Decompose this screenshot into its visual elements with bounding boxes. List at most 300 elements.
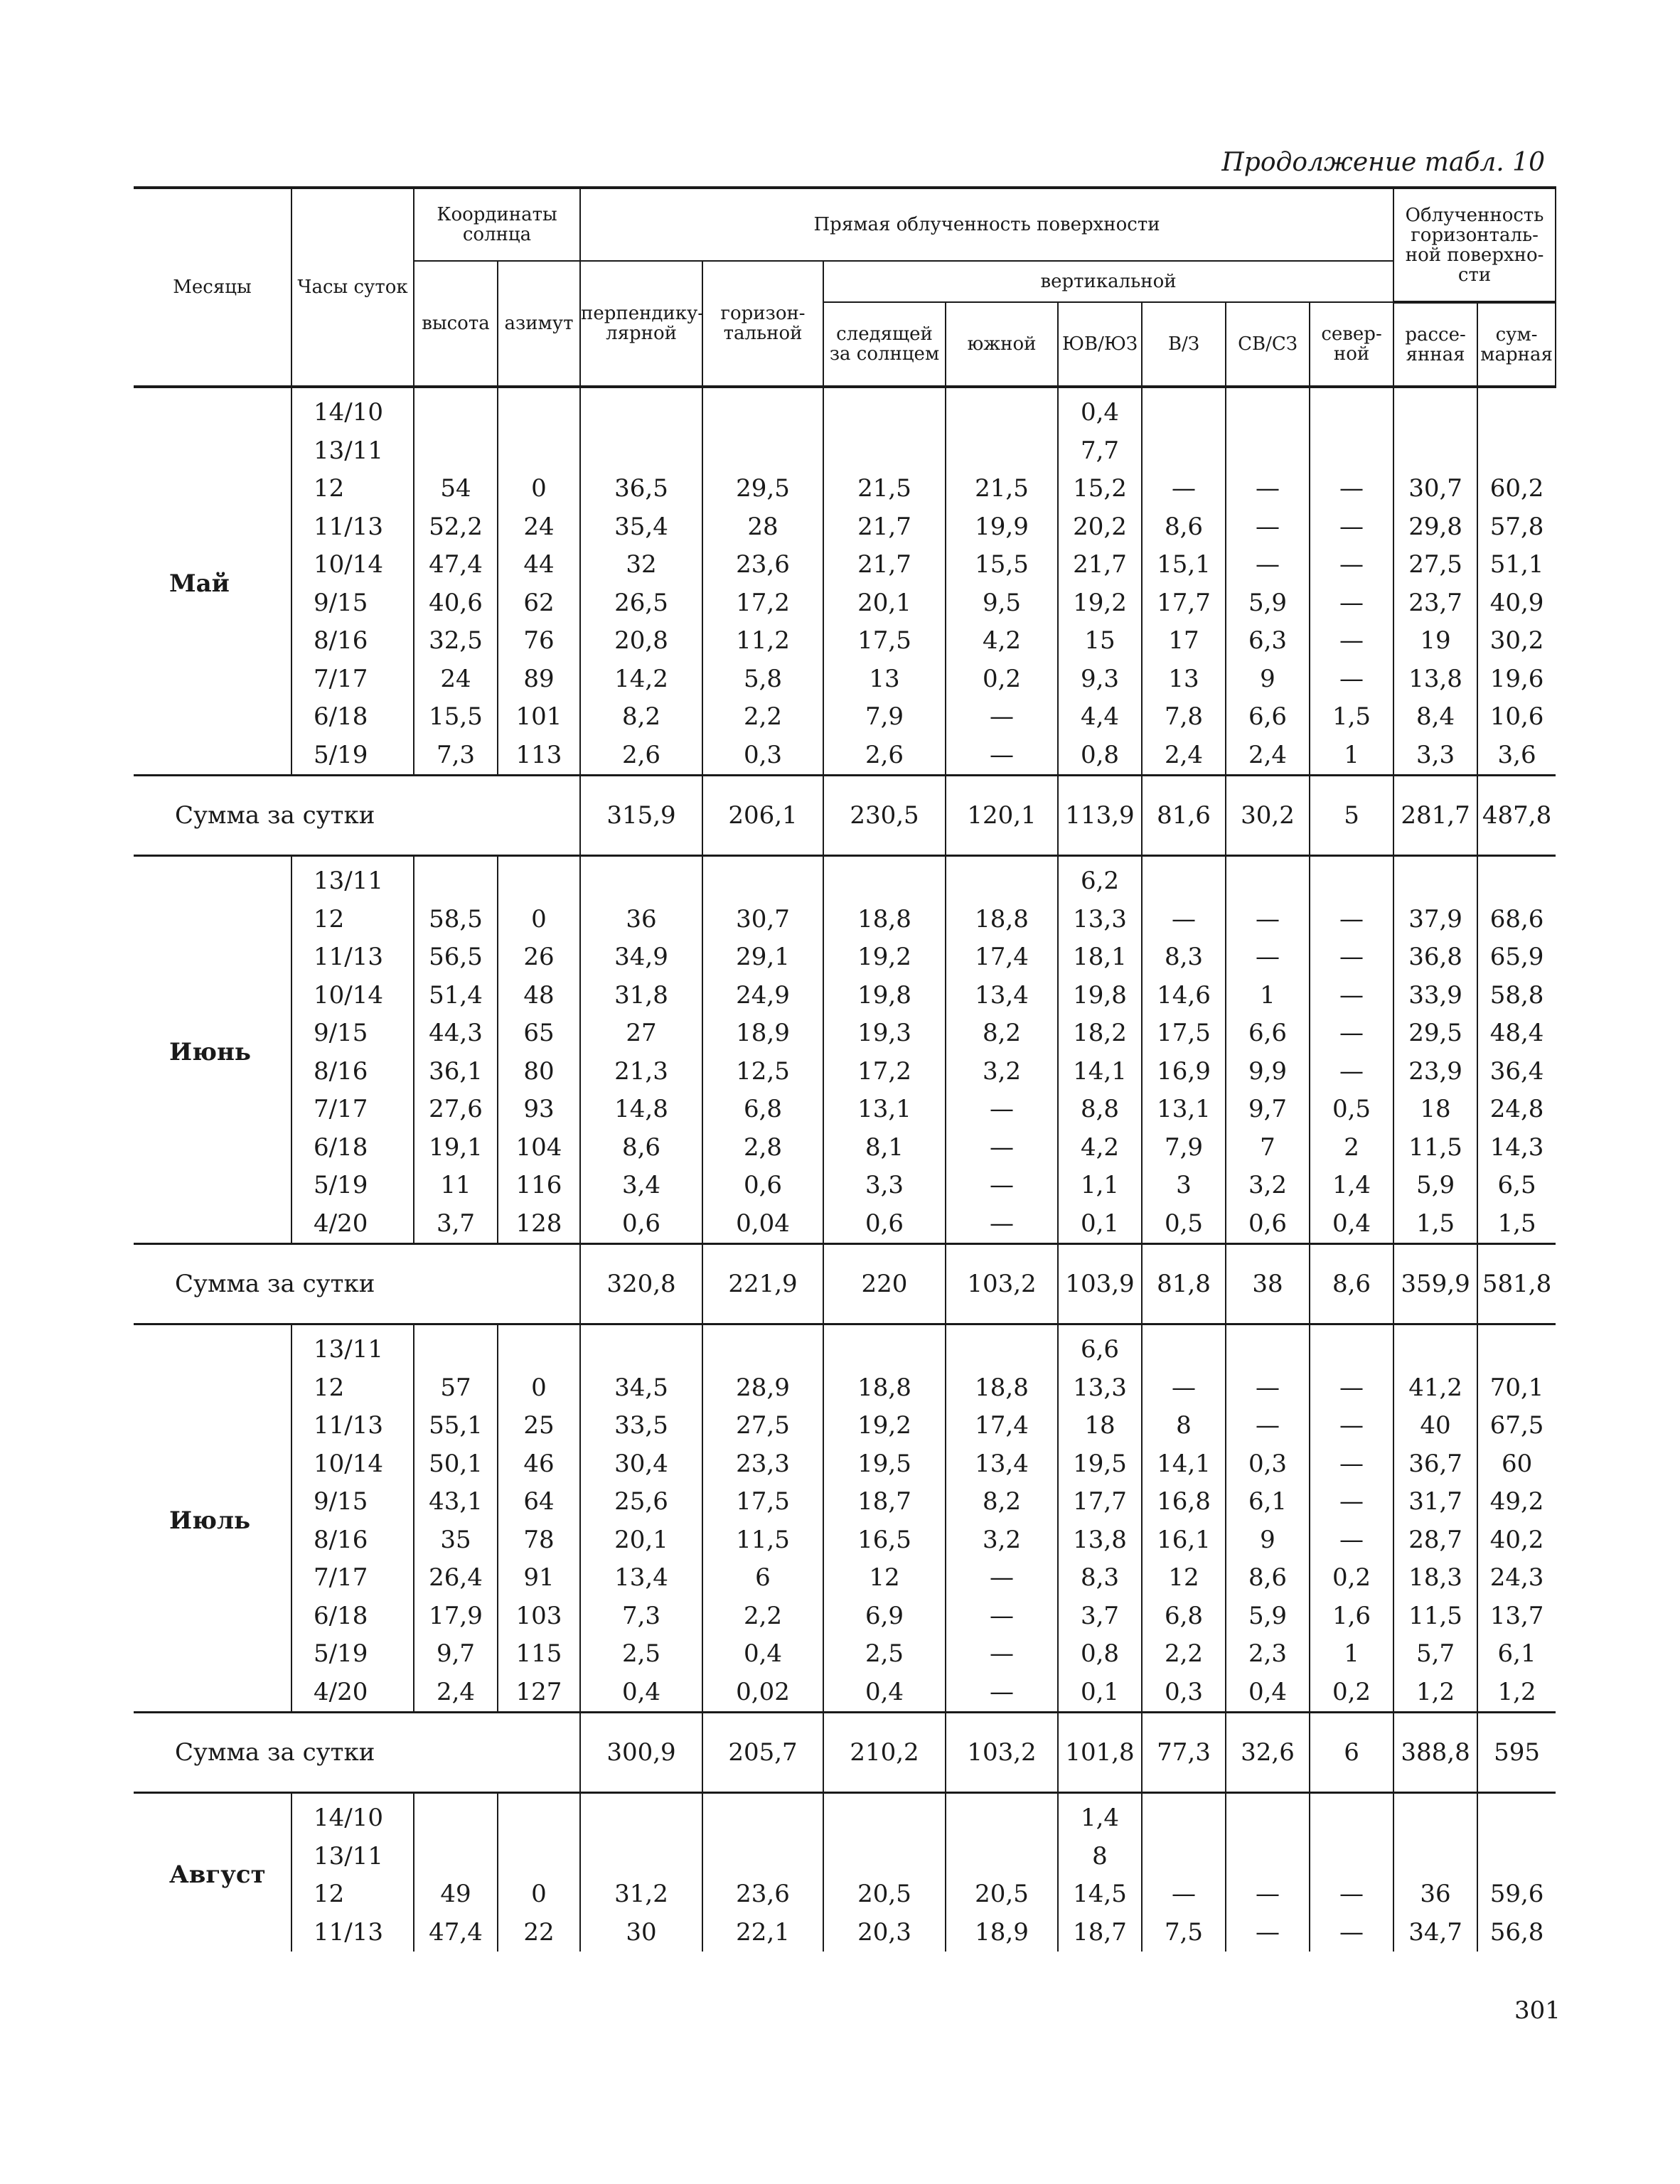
value-cell: 30,7: [702, 901, 823, 939]
value-cell: 16,8: [1142, 1483, 1226, 1521]
value-cell: 27,5: [702, 1407, 823, 1445]
value-cell: —: [946, 1674, 1058, 1713]
daily-sum-label: Сумма за сутки: [134, 776, 580, 856]
header-diffuse: рассе-янная: [1393, 302, 1477, 387]
value-cell: 15,5: [414, 698, 498, 737]
value-cell: 6,9: [823, 1597, 946, 1636]
value-cell: 8,1: [823, 1129, 946, 1167]
value-cell: 18,8: [823, 1369, 946, 1408]
table-row: [134, 1129, 1556, 1167]
value-cell: 58,8: [1477, 977, 1556, 1015]
value-cell: 17,7: [1142, 584, 1226, 623]
value-cell: 3: [1142, 1167, 1226, 1205]
value-cell: 4,4: [1058, 698, 1142, 737]
value-cell: 1,5: [1310, 698, 1393, 737]
hour-cell: 13/11: [291, 432, 414, 471]
value-cell: 47,4: [414, 1914, 498, 1952]
value-cell: 34,5: [580, 1369, 702, 1408]
value-cell: 6,1: [1477, 1635, 1556, 1674]
value-cell: 8,3: [1142, 938, 1226, 977]
value-cell: 0,3: [702, 737, 823, 776]
value-cell: 67,5: [1477, 1407, 1556, 1445]
table-row: [134, 1914, 1556, 1952]
header-tracking: следящей за солнцем: [823, 302, 946, 387]
value-cell: 11,5: [702, 1521, 823, 1560]
value-cell: [1142, 432, 1226, 471]
value-cell: 40,9: [1477, 584, 1556, 623]
daily-sum-value: 205,7: [702, 1713, 823, 1793]
hour-cell: 5/19: [291, 737, 414, 776]
value-cell: [1226, 387, 1310, 432]
value-cell: 1: [1310, 1635, 1393, 1674]
header-ne-nw: СВ/СЗ: [1226, 302, 1310, 387]
value-cell: [1226, 1838, 1310, 1876]
value-cell: 0,2: [946, 660, 1058, 699]
value-cell: —: [1310, 1914, 1393, 1952]
value-cell: 18,9: [946, 1914, 1058, 1952]
value-cell: 1: [1310, 737, 1393, 776]
value-cell: —: [1310, 1053, 1393, 1091]
value-cell: 31,2: [580, 1875, 702, 1914]
value-cell: 9: [1226, 660, 1310, 699]
value-cell: 15,2: [1058, 470, 1142, 508]
value-cell: 5,9: [1226, 1597, 1310, 1636]
table-header: [134, 188, 1556, 387]
value-cell: 37,9: [1393, 901, 1477, 939]
daily-sum-value: 281,7: [1393, 776, 1477, 856]
value-cell: 58,5: [414, 901, 498, 939]
value-cell: 3,7: [1058, 1597, 1142, 1636]
value-cell: 62: [498, 584, 580, 623]
value-cell: —: [1142, 1369, 1226, 1408]
daily-sum-value: 221,9: [702, 1244, 823, 1324]
header-horizontal-irradiance: Облученность горизонталь-ной поверхно-сти: [1393, 188, 1556, 302]
value-cell: 89: [498, 660, 580, 699]
value-cell: 25,6: [580, 1483, 702, 1521]
value-cell: 13,1: [1142, 1091, 1226, 1129]
value-cell: 7,8: [1142, 698, 1226, 737]
value-cell: 21,5: [946, 470, 1058, 508]
value-cell: 68,6: [1477, 901, 1556, 939]
value-cell: —: [1310, 1521, 1393, 1560]
value-cell: 3,3: [823, 1167, 946, 1205]
value-cell: 17: [1142, 622, 1226, 660]
value-cell: —: [1310, 508, 1393, 547]
value-cell: 20,1: [823, 584, 946, 623]
value-cell: 44: [498, 546, 580, 584]
value-cell: 13,7: [1477, 1597, 1556, 1636]
value-cell: 0,2: [1310, 1674, 1393, 1713]
value-cell: 1,4: [1310, 1167, 1393, 1205]
value-cell: —: [1226, 546, 1310, 584]
value-cell: —: [1226, 1369, 1310, 1408]
value-cell: 22: [498, 1914, 580, 1952]
value-cell: 0,6: [702, 1167, 823, 1205]
value-cell: —: [946, 1205, 1058, 1244]
value-cell: 27: [580, 1015, 702, 1053]
daily-sum-label: Сумма за сутки: [134, 1244, 580, 1324]
table-row: [134, 1793, 1556, 1838]
hour-cell: 4/20: [291, 1674, 414, 1713]
hour-cell: 9/15: [291, 1015, 414, 1053]
value-cell: 3,6: [1477, 737, 1556, 776]
value-cell: 13,4: [580, 1559, 702, 1597]
value-cell: 127: [498, 1674, 580, 1713]
value-cell: 11,2: [702, 622, 823, 660]
daily-sum-value: 103,2: [946, 1244, 1058, 1324]
value-cell: —: [1310, 977, 1393, 1015]
value-cell: 9,5: [946, 584, 1058, 623]
value-cell: 19,2: [823, 1407, 946, 1445]
table-row: [134, 938, 1556, 977]
value-cell: 3,4: [580, 1167, 702, 1205]
value-cell: 3,2: [946, 1053, 1058, 1091]
header-south: южной: [946, 302, 1058, 387]
month-label: Июнь: [169, 1037, 251, 1066]
value-cell: —: [1310, 1015, 1393, 1053]
value-cell: 6,1: [1226, 1483, 1310, 1521]
value-cell: [580, 1324, 702, 1369]
table-row: [134, 432, 1556, 471]
value-cell: 21,7: [823, 508, 946, 547]
value-cell: 12: [823, 1559, 946, 1597]
header-sun-coordinates: Координаты солнца: [414, 188, 580, 261]
value-cell: 23,6: [702, 546, 823, 584]
value-cell: 1,5: [1393, 1205, 1477, 1244]
value-cell: 28,7: [1393, 1521, 1477, 1560]
value-cell: —: [1310, 546, 1393, 584]
value-cell: 15,5: [946, 546, 1058, 584]
table-row: [134, 1875, 1556, 1914]
value-cell: 3,2: [1226, 1167, 1310, 1205]
value-cell: —: [1226, 901, 1310, 939]
value-cell: 13,8: [1058, 1521, 1142, 1560]
value-cell: 19,1: [414, 1129, 498, 1167]
daily-sum-value: 388,8: [1393, 1713, 1477, 1793]
value-cell: 30,4: [580, 1445, 702, 1484]
value-cell: 9,7: [414, 1635, 498, 1674]
value-cell: 26: [498, 938, 580, 977]
month-label: Июль: [169, 1506, 251, 1535]
table-row: [134, 1838, 1556, 1876]
value-cell: 6,3: [1226, 622, 1310, 660]
value-cell: [823, 432, 946, 471]
value-cell: [1477, 432, 1556, 471]
value-cell: 21,3: [580, 1053, 702, 1091]
value-cell: [1393, 1324, 1477, 1369]
value-cell: —: [1226, 938, 1310, 977]
value-cell: 0: [498, 1875, 580, 1914]
value-cell: [1393, 856, 1477, 901]
hour-cell: 5/19: [291, 1635, 414, 1674]
value-cell: [946, 387, 1058, 432]
value-cell: 0,6: [580, 1205, 702, 1244]
value-cell: 21,5: [823, 470, 946, 508]
value-cell: 13: [1142, 660, 1226, 699]
value-cell: 19,8: [823, 977, 946, 1015]
daily-sum-value: 113,9: [1058, 776, 1142, 856]
header-azimuth: азимут: [498, 261, 580, 387]
value-cell: 28: [702, 508, 823, 547]
value-cell: [1226, 856, 1310, 901]
value-cell: 21,7: [1058, 546, 1142, 584]
value-cell: 40,6: [414, 584, 498, 623]
value-cell: 16,9: [1142, 1053, 1226, 1091]
value-cell: —: [1310, 901, 1393, 939]
value-cell: 2,8: [702, 1129, 823, 1167]
value-cell: 34,9: [580, 938, 702, 977]
value-cell: 36: [580, 901, 702, 939]
value-cell: [823, 856, 946, 901]
value-cell: 6: [702, 1559, 823, 1597]
value-cell: [1142, 1324, 1226, 1369]
value-cell: 13,3: [1058, 1369, 1142, 1408]
value-cell: 30,2: [1477, 622, 1556, 660]
value-cell: 24,3: [1477, 1559, 1556, 1597]
value-cell: 60: [1477, 1445, 1556, 1484]
value-cell: 7,5: [1142, 1914, 1226, 1952]
value-cell: 6,6: [1058, 1324, 1142, 1369]
value-cell: —: [1310, 938, 1393, 977]
value-cell: 11,5: [1393, 1129, 1477, 1167]
value-cell: 8,2: [946, 1015, 1058, 1053]
value-cell: 44,3: [414, 1015, 498, 1053]
daily-sum-value: 300,9: [580, 1713, 702, 1793]
value-cell: [580, 856, 702, 901]
hour-cell: 12: [291, 901, 414, 939]
value-cell: 8,6: [1226, 1559, 1310, 1597]
value-cell: 40,2: [1477, 1521, 1556, 1560]
value-cell: 5,9: [1393, 1167, 1477, 1205]
value-cell: 27,5: [1393, 546, 1477, 584]
value-cell: 70,1: [1477, 1369, 1556, 1408]
daily-sum-row: [134, 1244, 1556, 1324]
value-cell: 19,2: [823, 938, 946, 977]
value-cell: 21,7: [823, 546, 946, 584]
value-cell: [414, 387, 498, 432]
daily-sum-value: 581,8: [1477, 1244, 1556, 1324]
value-cell: 31,7: [1393, 1483, 1477, 1521]
value-cell: —: [946, 698, 1058, 737]
value-cell: 103: [498, 1597, 580, 1636]
value-cell: 17,2: [702, 584, 823, 623]
value-cell: 15: [1058, 622, 1142, 660]
daily-sum-value: 103,9: [1058, 1244, 1142, 1324]
hour-cell: 13/11: [291, 1324, 414, 1369]
value-cell: 33,9: [1393, 977, 1477, 1015]
daily-sum-row: [134, 1713, 1556, 1793]
value-cell: 5,9: [1226, 584, 1310, 623]
value-cell: —: [1142, 470, 1226, 508]
value-cell: —: [946, 1167, 1058, 1205]
value-cell: 13: [823, 660, 946, 699]
value-cell: [498, 856, 580, 901]
value-cell: 14,1: [1058, 1053, 1142, 1091]
table-row: [134, 508, 1556, 547]
value-cell: 2,2: [702, 698, 823, 737]
value-cell: [1310, 387, 1393, 432]
value-cell: 2: [1310, 1129, 1393, 1167]
table-row: [134, 622, 1556, 660]
value-cell: 33,5: [580, 1407, 702, 1445]
value-cell: 20,3: [823, 1914, 946, 1952]
header-se-sw: ЮВ/ЮЗ: [1058, 302, 1142, 387]
value-cell: 7,3: [580, 1597, 702, 1636]
value-cell: —: [1226, 508, 1310, 547]
value-cell: 20,2: [1058, 508, 1142, 547]
value-cell: —: [1226, 1407, 1310, 1445]
hour-cell: 12: [291, 1875, 414, 1914]
value-cell: [823, 387, 946, 432]
value-cell: 16,5: [823, 1521, 946, 1560]
value-cell: 8,2: [946, 1483, 1058, 1521]
header-months: Месяцы: [134, 188, 291, 387]
value-cell: 60,2: [1477, 470, 1556, 508]
value-cell: 55,1: [414, 1407, 498, 1445]
value-cell: 10,6: [1477, 698, 1556, 737]
value-cell: 43,1: [414, 1483, 498, 1521]
value-cell: 0,3: [1226, 1445, 1310, 1484]
value-cell: 65: [498, 1015, 580, 1053]
value-cell: 78: [498, 1521, 580, 1560]
value-cell: 24,9: [702, 977, 823, 1015]
value-cell: —: [1310, 1483, 1393, 1521]
value-cell: 0,4: [1310, 1205, 1393, 1244]
value-cell: 8,8: [1058, 1091, 1142, 1129]
value-cell: 101: [498, 698, 580, 737]
value-cell: 2,4: [1142, 737, 1226, 776]
table-caption: Продолжение табл. 10: [1221, 148, 1545, 177]
value-cell: [414, 1838, 498, 1876]
value-cell: 51,4: [414, 977, 498, 1015]
value-cell: [1393, 1793, 1477, 1838]
value-cell: 0,4: [823, 1674, 946, 1713]
hour-cell: 9/15: [291, 584, 414, 623]
hour-cell: 5/19: [291, 1167, 414, 1205]
hour-cell: 7/17: [291, 1559, 414, 1597]
value-cell: 57: [414, 1369, 498, 1408]
value-cell: [1226, 1793, 1310, 1838]
value-cell: 36,4: [1477, 1053, 1556, 1091]
hour-cell: 14/10: [291, 1793, 414, 1838]
value-cell: 8,3: [1058, 1559, 1142, 1597]
daily-sum-value: 210,2: [823, 1713, 946, 1793]
value-cell: 1,6: [1310, 1597, 1393, 1636]
value-cell: 12,5: [702, 1053, 823, 1091]
value-cell: 18,7: [1058, 1914, 1142, 1952]
hour-cell: 6/18: [291, 1129, 414, 1167]
value-cell: —: [1310, 1445, 1393, 1484]
value-cell: 11: [414, 1167, 498, 1205]
table-row: [134, 977, 1556, 1015]
value-cell: 16,1: [1142, 1521, 1226, 1560]
table-row: [134, 1559, 1556, 1597]
value-cell: 0,02: [702, 1674, 823, 1713]
value-cell: 14,1: [1142, 1445, 1226, 1484]
value-cell: 93: [498, 1091, 580, 1129]
value-cell: 28,9: [702, 1369, 823, 1408]
value-cell: [702, 856, 823, 901]
value-cell: 18: [1058, 1407, 1142, 1445]
hour-cell: 13/11: [291, 856, 414, 901]
value-cell: 23,6: [702, 1875, 823, 1914]
value-cell: —: [946, 1597, 1058, 1636]
value-cell: 1: [1226, 977, 1310, 1015]
daily-sum-value: 30,2: [1226, 776, 1310, 856]
value-cell: —: [1142, 901, 1226, 939]
value-cell: 115: [498, 1635, 580, 1674]
value-cell: 0,5: [1142, 1205, 1226, 1244]
value-cell: 20,5: [823, 1875, 946, 1914]
daily-sum-value: 230,5: [823, 776, 946, 856]
table-row: [134, 1369, 1556, 1408]
value-cell: 6,8: [1142, 1597, 1226, 1636]
table-row: [134, 1015, 1556, 1053]
value-cell: 2,6: [580, 737, 702, 776]
value-cell: 41,2: [1393, 1369, 1477, 1408]
value-cell: —: [1310, 660, 1393, 699]
daily-sum-value: 81,6: [1142, 776, 1226, 856]
value-cell: [946, 1324, 1058, 1369]
value-cell: 18,8: [946, 1369, 1058, 1408]
value-cell: [414, 432, 498, 471]
value-cell: —: [1310, 1407, 1393, 1445]
value-cell: 2,6: [823, 737, 946, 776]
value-cell: 8,4: [1393, 698, 1477, 737]
table-row: [134, 1205, 1556, 1244]
value-cell: 7,7: [1058, 432, 1142, 471]
value-cell: 2,2: [702, 1597, 823, 1636]
irradiance-table: [134, 186, 1556, 1952]
value-cell: —: [1142, 1875, 1226, 1914]
value-cell: [702, 432, 823, 471]
value-cell: 128: [498, 1205, 580, 1244]
value-cell: 0: [498, 901, 580, 939]
daily-sum-value: 595: [1477, 1713, 1556, 1793]
value-cell: 7,3: [414, 737, 498, 776]
table-row: [134, 1597, 1556, 1636]
hour-cell: 6/18: [291, 1597, 414, 1636]
hour-cell: 7/17: [291, 660, 414, 699]
value-cell: 29,5: [1393, 1015, 1477, 1053]
value-cell: [1477, 1324, 1556, 1369]
hour-cell: 12: [291, 1369, 414, 1408]
value-cell: [1310, 1838, 1393, 1876]
value-cell: 17,4: [946, 938, 1058, 977]
value-cell: 19,5: [823, 1445, 946, 1484]
table-row: [134, 1521, 1556, 1560]
value-cell: [1310, 856, 1393, 901]
value-cell: 48: [498, 977, 580, 1015]
value-cell: 27,6: [414, 1091, 498, 1129]
value-cell: 8,6: [580, 1129, 702, 1167]
value-cell: 0,1: [1058, 1205, 1142, 1244]
value-cell: 13,3: [1058, 901, 1142, 939]
hour-cell: 14/10: [291, 387, 414, 432]
table-row: [134, 584, 1556, 623]
value-cell: 7,9: [1142, 1129, 1226, 1167]
value-cell: 59,6: [1477, 1875, 1556, 1914]
value-cell: —: [946, 1559, 1058, 1597]
value-cell: 26,5: [580, 584, 702, 623]
value-cell: 13,8: [1393, 660, 1477, 699]
value-cell: 5,7: [1393, 1635, 1477, 1674]
value-cell: 2,4: [1226, 737, 1310, 776]
value-cell: [1310, 1324, 1393, 1369]
header-altitude: высота: [414, 261, 498, 387]
value-cell: 2,2: [1142, 1635, 1226, 1674]
value-cell: [1310, 1793, 1393, 1838]
